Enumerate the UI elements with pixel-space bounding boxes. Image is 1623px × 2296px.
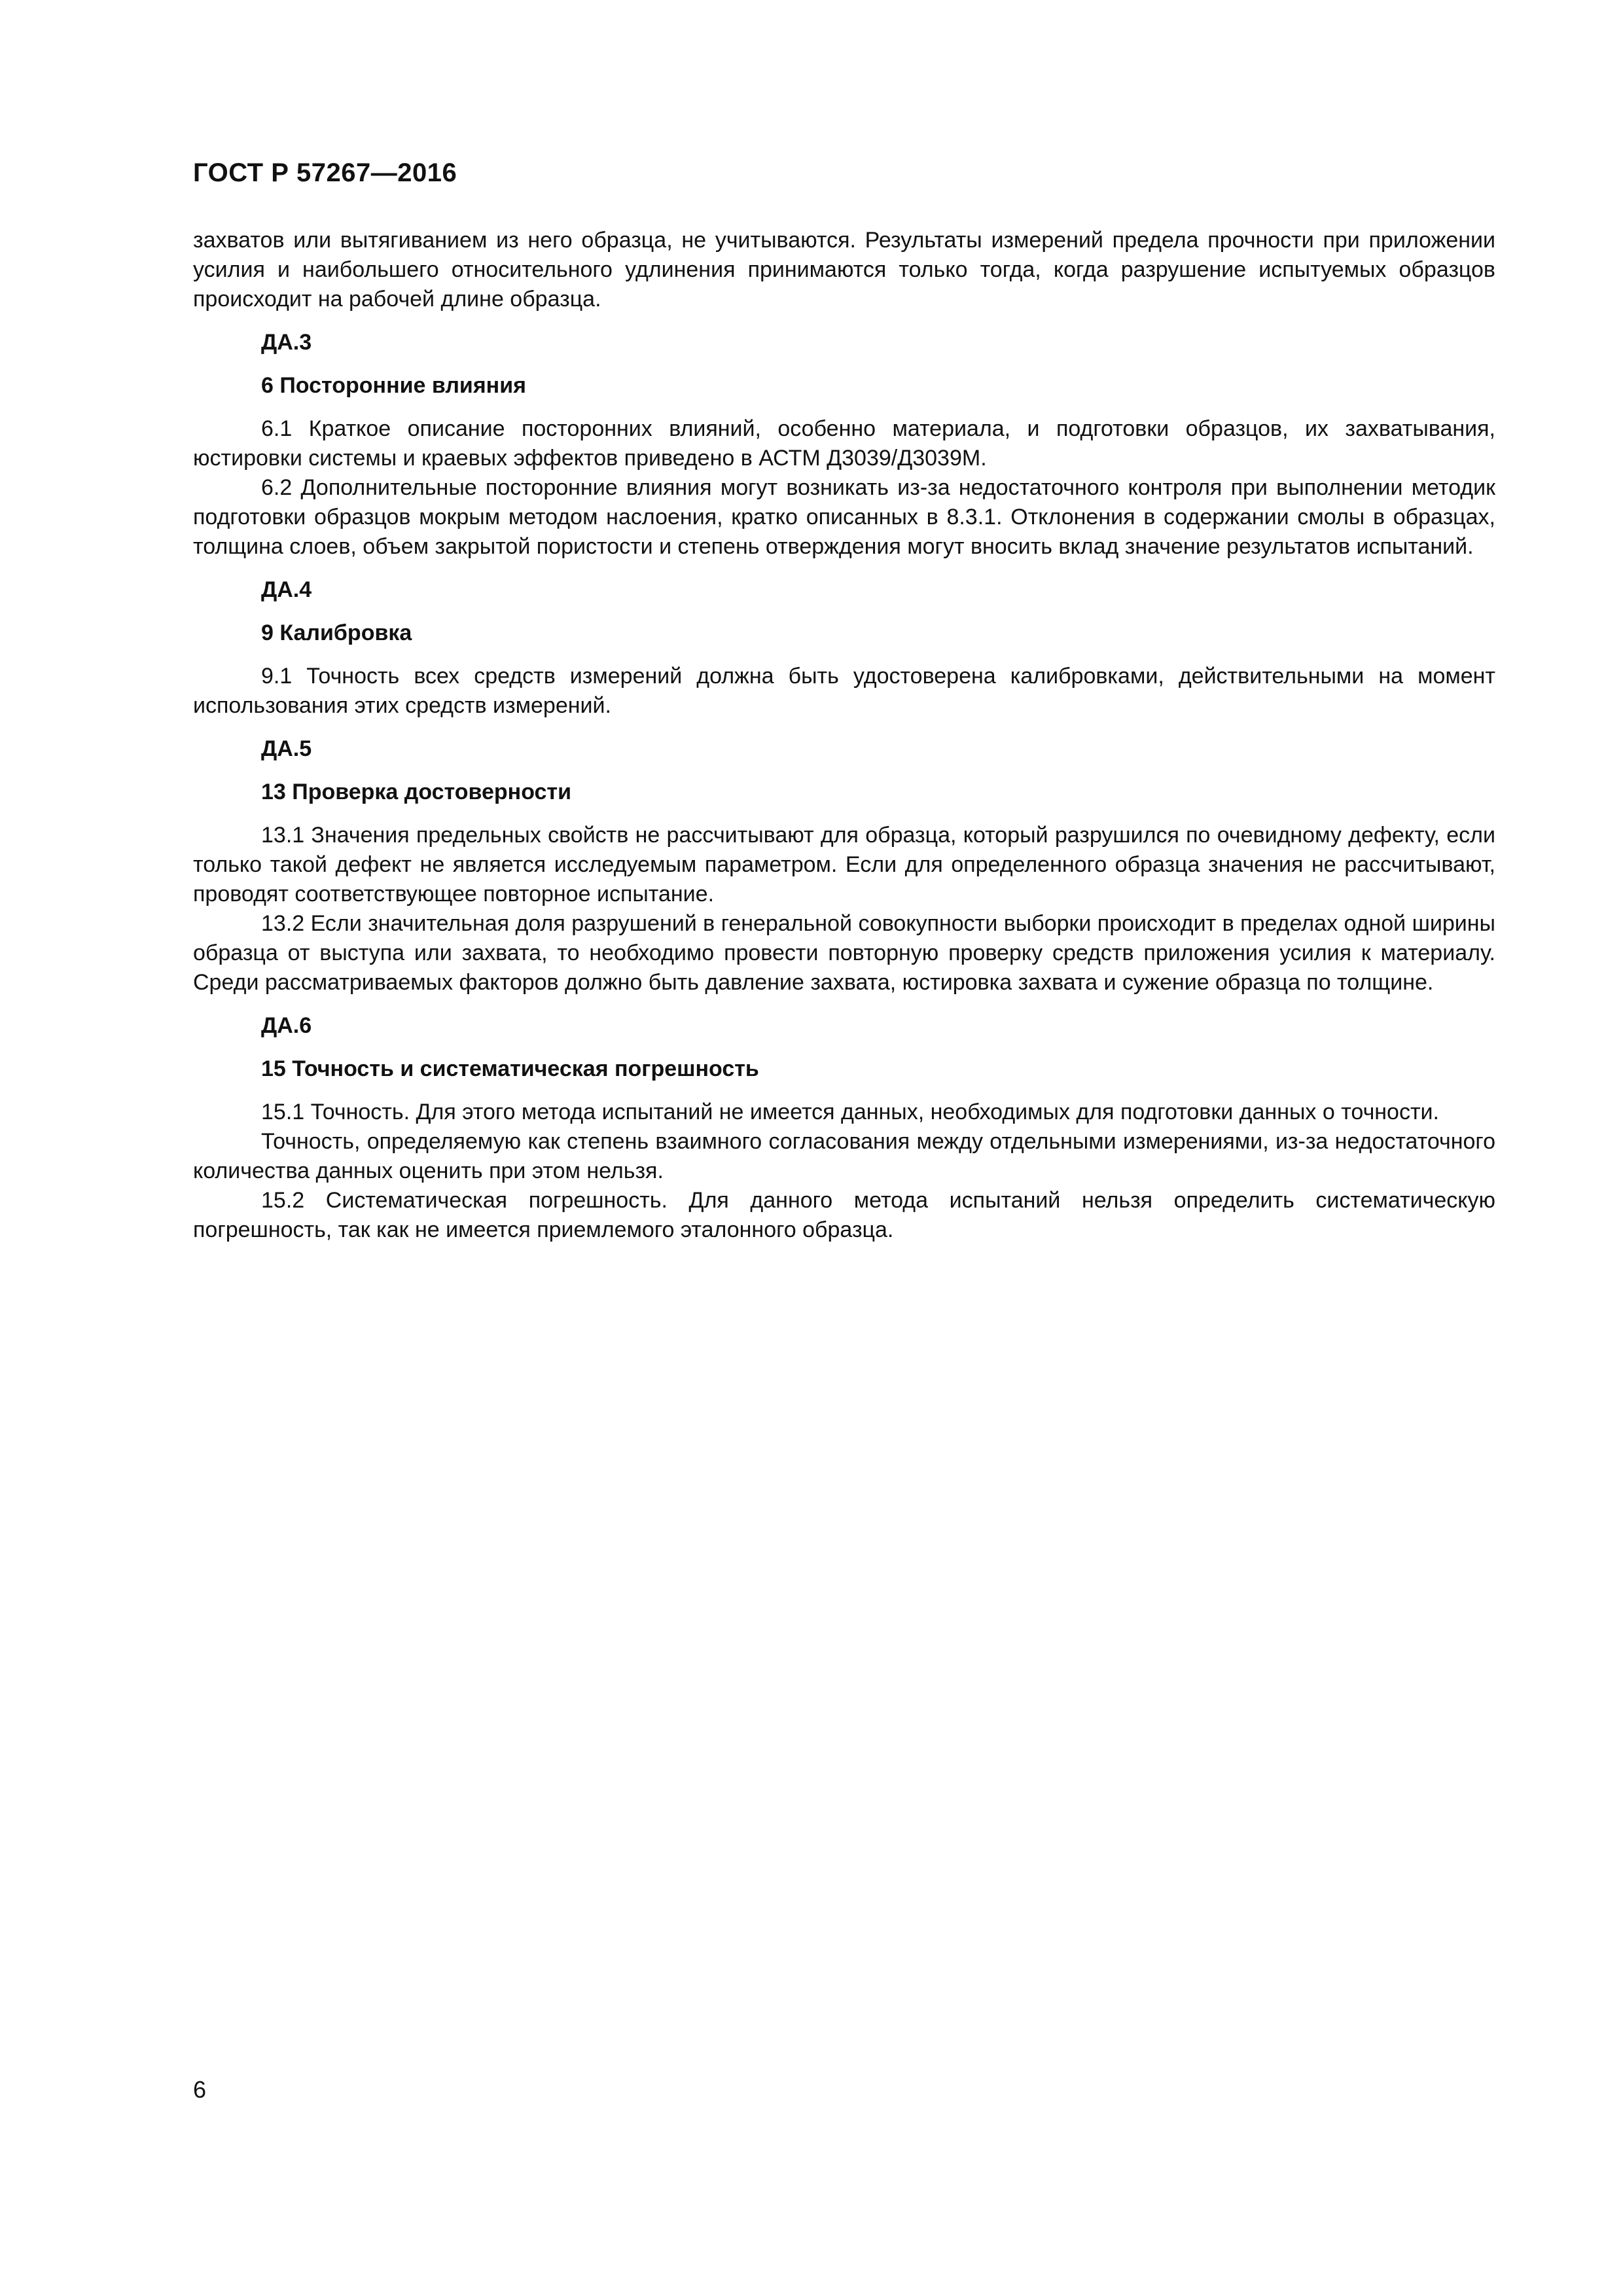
appendix-label-da5: ДА.5 (261, 736, 312, 761)
paragraph-13-2: 13.2 Если значительная доля разрушений в генеральной совокупности выборки происходит в пределах одной ширины образца от выступа или захвата, то необходимо провести повторную проверку средств приложения усилия к материалу. Среди рассматриваемых факторов должно быть давление захвата, юстировка захвата и сужение образца по толщине. (193, 911, 1495, 995)
paragraph-6-2: 6.2 Дополнительные посторонние влияния могут возникать из-за недостаточного контроля при выполнении методик подготовки образцов мокрым методом наслоения, кратко описанных в 8.3.1. Отклонения в содержании смолы в образцах, толщина слоев, объем закрытой пористости и степень отверждения могут вносить вклад значение результатов испытаний. (193, 475, 1495, 559)
paragraph-15-2: 15.2 Систематическая погрешность. Для данного метода испытаний нельзя определить систематическую погрешность, так как не имеется приемлемого эталонного образца. (193, 1188, 1495, 1242)
paragraph-13-1: 13.1 Значения предельных свойств не рассчитывают для образца, который разрушился по очевидному дефекту, если только такой дефект не является исследуемым параметром. Если для определенного образца значения не рассчитывают, проводят соответствующее повторное испытание. (193, 823, 1495, 906)
page-number: 6 (193, 2076, 207, 2103)
paragraph-15-1-note: Точность, определяемую как степень взаимного согласования между отдельными измерениями, из-за недостаточного количества данных оценить при этом нельзя. (193, 1129, 1495, 1183)
paragraph-6-1: 6.1 Краткое описание посторонних влияний, особенно материала, и подготовки образцов, их захватывания, юстировки системы и краевых эффектов приведено в АСТМ Д3039/Д3039М. (193, 416, 1495, 471)
document-code-header: ГОСТ Р 57267—2016 (193, 158, 457, 187)
appendix-label-da3: ДА.3 (261, 330, 312, 355)
appendix-label-da6: ДА.6 (261, 1013, 312, 1038)
section-heading-9: 9 Калибровка (261, 620, 412, 645)
intro-paragraph: захватов или вытягиванием из него образца, не учитываются. Результаты измерений предела прочности при приложении усилия и наибольшего относительного удлинения принимаются только тогда, когда разрушение испытуемых образцов происходит на рабочей длине образца. (193, 228, 1495, 312)
section-heading-6: 6 Посторонние влияния (261, 373, 526, 398)
section-heading-15: 15 Точность и систематическая погрешность (261, 1056, 759, 1081)
paragraph-15-1: 15.1 Точность. Для этого метода испытаний не имеется данных, необходимых для подготовки данных о точности. (261, 1100, 1439, 1124)
paragraph-9-1: 9.1 Точность всех средств измерений должна быть удостоверена калибровками, действительными на момент использования этих средств измерений. (193, 664, 1495, 718)
section-heading-13: 13 Проверка достоверности (261, 780, 571, 804)
appendix-label-da4: ДА.4 (261, 577, 312, 602)
document-body (193, 226, 1495, 1245)
